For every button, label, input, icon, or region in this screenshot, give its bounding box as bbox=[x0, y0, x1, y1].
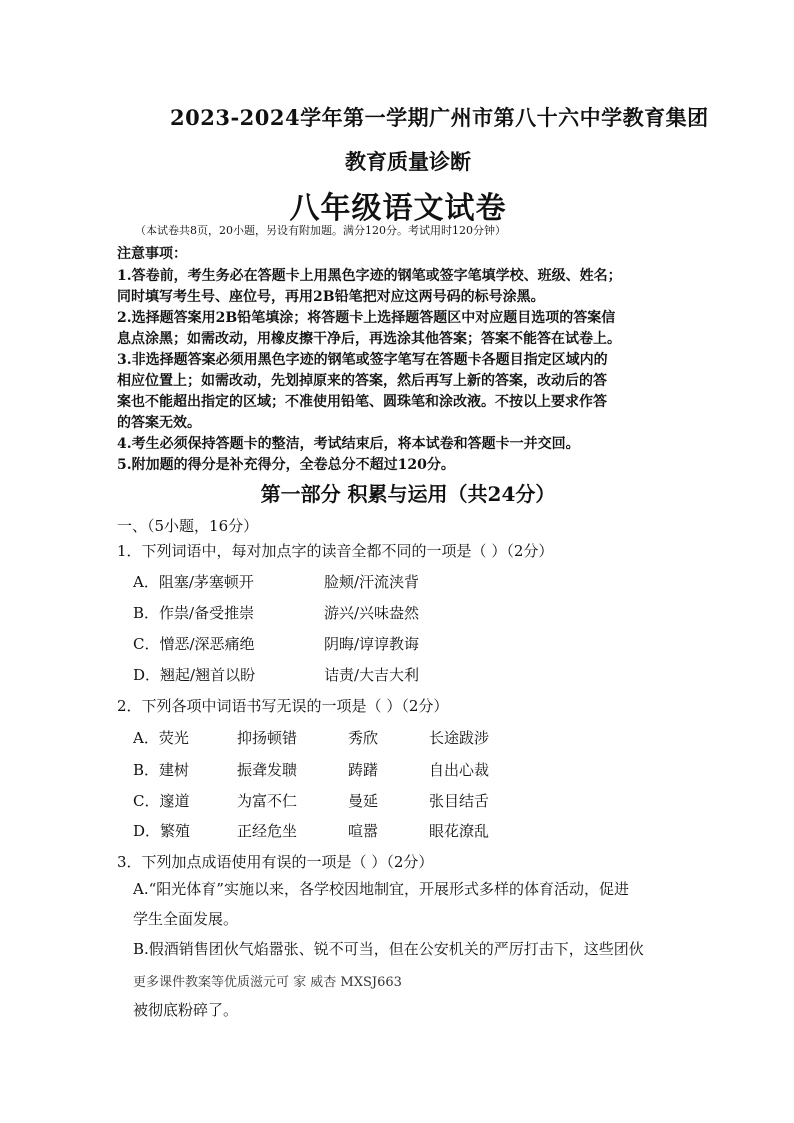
q2-option-c-word3: 曼延 bbox=[348, 792, 379, 810]
notice-line: 案也不能超出指定的区域；不准使用铅笔、圆珠笔和涂改液。不按以上要求作答 bbox=[117, 394, 607, 410]
q2-option-b-word1: B．建树 bbox=[133, 761, 190, 779]
q1-option-a-right: 脸颊/汗流浃背 bbox=[324, 573, 420, 591]
q3-option-a-line2: 学生全面发展。 bbox=[133, 910, 239, 928]
section-heading: 一、（5小题，16分） bbox=[117, 517, 259, 535]
q2-option-a-word2: 抑扬顿错 bbox=[237, 729, 298, 747]
notice-line: 5.附加题的得分是补充得分，全卷总分不超过120分。 bbox=[117, 457, 455, 473]
q2-option-c-word4: 张目结舌 bbox=[429, 792, 490, 810]
notice-line: 1.答卷前，考生务必在答题卡上用黑色字迹的钢笔或签字笔填学校、班级、姓名； bbox=[117, 268, 622, 284]
q2-option-d-word1: D．繁殖 bbox=[133, 822, 191, 840]
q1-option-b-right: 游兴/兴味盎然 bbox=[324, 604, 420, 622]
q1-option-d-right: 诘责/大吉大利 bbox=[324, 666, 420, 684]
notice-line: 3.非选择题答案必须用黑色字迹的钢笔或签字笔写在答题卡各题目指定区域内的 bbox=[117, 352, 608, 368]
q2-option-a-word4: 长途跋涉 bbox=[429, 729, 490, 747]
watermark-text: 更多课件教案等优质滋元可 家 威杏 MXSJ663 bbox=[133, 975, 402, 990]
q1-option-b-left: B．作祟/备受推崇 bbox=[133, 604, 255, 622]
notice-line: 2.选择题答案用2B铅笔填涂；将答题卡上选择题答题区中对应题目选项的答案信 bbox=[117, 310, 616, 326]
notice-line: 息点涂黑；如需改动，用橡皮擦干净后，再选涂其他答案；答案不能答在试卷上。 bbox=[117, 331, 621, 347]
q2-option-d-word3: 喧嚣 bbox=[348, 822, 379, 840]
notice-line: 的答案无效。 bbox=[117, 415, 201, 431]
q1-option-c-right: 阴晦/谆谆教诲 bbox=[324, 635, 420, 653]
notice-line: 同时填写考生号、座位号，再用2B铅笔把对应这两号码的标号涂黑。 bbox=[117, 289, 545, 305]
exam-subnote: （本试卷共8页，20小题，另设有附加题。满分120分。考试用时120分钟） bbox=[135, 224, 506, 237]
exam-title-line2: 教育质量诊断 bbox=[345, 149, 471, 174]
q3-option-a-line1: A.“阳光体育”实施以来，各学校因地制宜，开展形式多样的体育活动，促进 bbox=[133, 880, 629, 898]
part-heading: 第一部分 积累与运用（共24分） bbox=[260, 482, 556, 506]
q2-option-b-word3: 踌躇 bbox=[348, 761, 379, 779]
q2-option-a-word1: A．荧光 bbox=[133, 729, 189, 747]
q2-option-c-word2: 为富不仁 bbox=[237, 792, 298, 810]
q3-option-b-line2: 被彻底粉碎了。 bbox=[133, 1001, 239, 1019]
q2-option-b-word4: 自出心裁 bbox=[429, 761, 490, 779]
question-2-stem: 2．下列各项中词语书写无误的一项是（ ）（2分） bbox=[117, 697, 449, 715]
notice-line: 相应位置上；如需改动，先划掉原来的答案，然后再写上新的答案，改动后的答 bbox=[117, 373, 607, 389]
question-1-stem: 1．下列词语中，每对加点字的读音全都不同的一项是（ ）（2分） bbox=[117, 542, 554, 560]
q2-option-d-word2: 正经危坐 bbox=[237, 822, 298, 840]
q1-option-d-left: D．翘起/翘首以盼 bbox=[133, 666, 256, 684]
notice-line: 4.考生必须保持答题卡的整洁，考试结束后，将本试卷和答题卡一并交回。 bbox=[117, 436, 580, 452]
q2-option-c-word1: C．邃道 bbox=[133, 792, 190, 810]
q2-option-a-word3: 秀欣 bbox=[348, 729, 379, 747]
q1-option-a-left: A．阻塞/茅塞顿开 bbox=[133, 573, 254, 591]
q2-option-d-word4: 眼花潦乱 bbox=[429, 822, 490, 840]
notice-title: 注意事项： bbox=[117, 246, 187, 262]
q2-option-b-word2: 振聋发聩 bbox=[237, 761, 298, 779]
q3-option-b-line1: B.假酒销售团伙气焰嚣张、锐不可当，但在公安机关的严厉打击下，这些团伙 bbox=[133, 940, 644, 958]
exam-title-line1: 2023-2024学年第一学期广州市第八十六中学教育集团 bbox=[170, 105, 709, 130]
question-3-stem: 3．下列加点成语使用有误的一项是（ ）（2分） bbox=[117, 853, 434, 871]
q1-option-c-left: C．憎恶/深恶痛绝 bbox=[133, 635, 255, 653]
exam-main-title: 八年级语文试卷 bbox=[289, 191, 507, 226]
